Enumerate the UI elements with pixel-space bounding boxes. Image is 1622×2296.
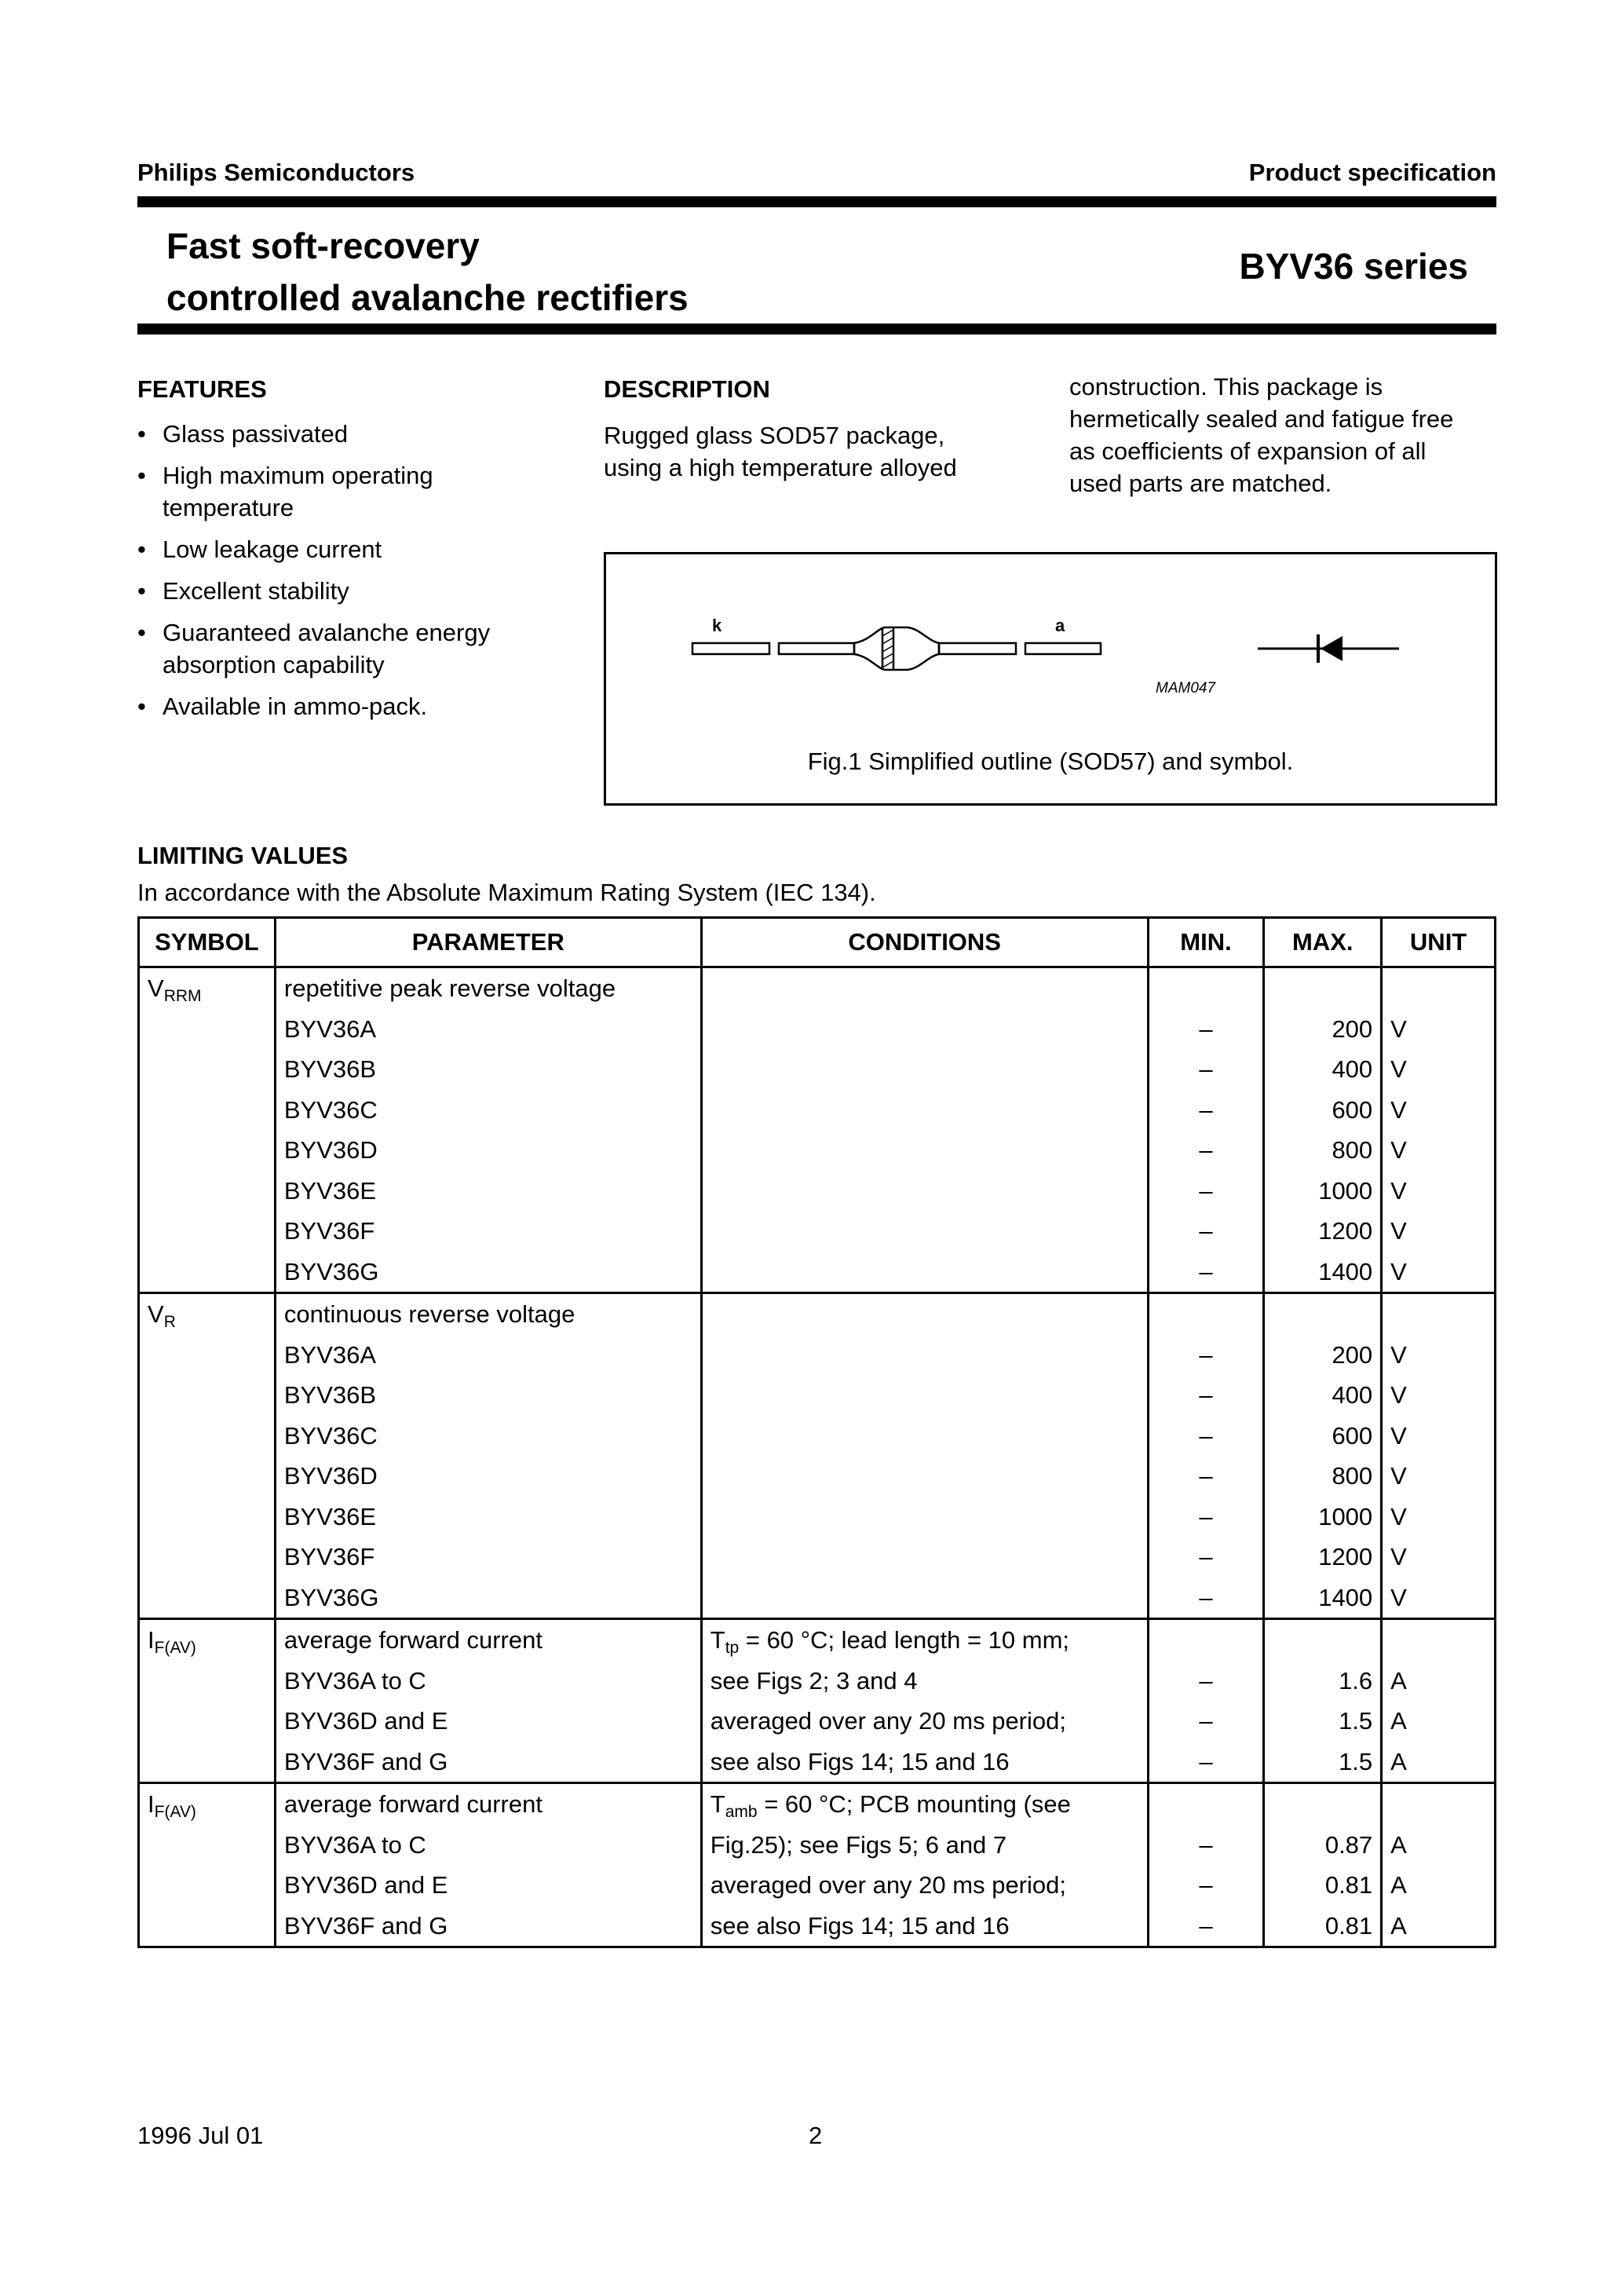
page-number: 2 <box>809 2122 823 2149</box>
table-row <box>139 1619 1496 1661</box>
table-row: BYV36E – 1000 V <box>139 1171 1496 1212</box>
table-row: BYV36A – 200 V <box>139 1335 1496 1376</box>
parameter-cell: average forward current <box>275 1619 701 1661</box>
figure-caption: Fig.1 Simplified outline (SOD57) and symbol. <box>807 748 1294 775</box>
table-row: BYV36B – 400 V <box>139 1375 1496 1416</box>
feature-item: • High maximum operating temperature <box>137 462 433 521</box>
feature-item: • Low leakage current <box>137 536 382 563</box>
company-name: Philips Semiconductors <box>137 159 415 186</box>
figure-code: MAM047 <box>1156 680 1216 696</box>
feature-item: • Available in ammo-pack. <box>137 693 428 720</box>
page-title <box>166 220 689 324</box>
description-col2: construction. This package is hermetically sealed and fatigue free as coefficients of expansion of all used parts are matched. <box>1069 373 1454 497</box>
table-row <box>139 967 1496 1009</box>
table-row: BYV36D – 800 V <box>139 1456 1496 1497</box>
col-header-conditions: CONDITIONS <box>701 918 1148 967</box>
series-name: BYV36 series <box>1239 246 1468 287</box>
symbol-cell: $I_{F(AV)}$ <box>139 1619 276 1783</box>
document-type: Product specification <box>1248 159 1496 186</box>
features-list <box>137 418 561 732</box>
table-row: BYV36D – 800 V <box>139 1130 1496 1171</box>
limiting-values-heading: LIMITING VALUES <box>137 842 349 869</box>
table-row: BYV36F – 1200 V <box>139 1537 1496 1578</box>
table-row: BYV36F and G – 1.5 A <box>139 1742 1496 1783</box>
table-row: BYV36F – 1200 V <box>139 1211 1496 1252</box>
feature-item: • Excellent stability <box>137 577 349 605</box>
table-row: BYV36C – 600 V <box>139 1090 1496 1131</box>
table-row: BYV36G – 1400 V <box>139 1578 1496 1619</box>
header-rule <box>137 196 1496 207</box>
table-row: BYV36A to C – 1.6 A <box>139 1661 1496 1702</box>
cathode-label: k <box>712 616 722 635</box>
table-row: BYV36A to C – 0.87 A <box>139 1825 1496 1866</box>
title-rule <box>137 324 1496 335</box>
title-line-2: controlled avalanche rectifiers <box>166 277 689 318</box>
limiting-values-table <box>137 916 1496 1948</box>
parameter-cell: average forward current <box>275 1783 701 1825</box>
conditions-cell <box>701 967 1148 1293</box>
table-row: BYV36C – 600 V <box>139 1416 1496 1457</box>
symbol-cell: $V_{RRM}$ <box>139 967 276 1293</box>
description-heading: DESCRIPTION <box>604 375 770 403</box>
description-col1: Rugged glass SOD57 package, using a high temperature alloyed <box>604 422 957 481</box>
col-header-parameter: PARAMETER <box>275 918 701 967</box>
symbol-cell: $V_R$ <box>139 1293 276 1619</box>
col-header-unit: UNIT <box>1382 918 1496 967</box>
feature-item: • Glass passivated <box>137 420 349 448</box>
parameter-cell: continuous reverse voltage <box>275 1293 701 1335</box>
sod57-outline-drawing <box>606 554 1495 743</box>
table-row: BYV36B – 400 V <box>139 1049 1496 1090</box>
feature-item: • Guaranteed avalanche energy absorption capability <box>137 619 491 678</box>
table-row: BYV36D and E – 0.81 A <box>139 1865 1496 1906</box>
table-row: BYV36E – 1000 V <box>139 1497 1496 1537</box>
features-heading: FEATURES <box>137 375 267 403</box>
table-header-row <box>139 918 1496 967</box>
title-line-1: Fast soft-recovery <box>166 225 480 266</box>
limiting-values-subtitle: In accordance with the Absolute Maximum Rating System (IEC 134). <box>137 879 876 906</box>
diode-symbol-icon <box>1258 634 1399 663</box>
col-header-min: MIN. <box>1148 918 1264 967</box>
col-header-max: MAX. <box>1264 918 1382 967</box>
col-header-symbol: SYMBOL <box>139 918 276 967</box>
anode-label: a <box>1055 616 1065 635</box>
table-row <box>139 1783 1496 1825</box>
conditions-cell: $T_{tp} = 60$ °C; lead length = 10 mm; see Figs 2; 3 and 4 averaged over any 20 ms period; see also Figs 14; 15 and 16 <box>701 1619 1148 1783</box>
conditions-cell <box>701 1293 1148 1619</box>
table-row: BYV36G – 1400 V <box>139 1252 1496 1293</box>
table-row <box>139 1293 1496 1335</box>
symbol-cell: $I_{F(AV)}$ <box>139 1783 276 1947</box>
conditions-cell: $T_{amb} = 60$ °C; PCB mounting (see Fig.25); see Figs 5; 6 and 7 averaged over any 20 ms period; see also Figs 14; 15 and 16 <box>701 1783 1148 1947</box>
table-row: BYV36F and G – 0.81 A <box>139 1906 1496 1947</box>
table-row: BYV36D and E – 1.5 A <box>139 1701 1496 1742</box>
table-row: BYV36A – 200 V <box>139 1009 1496 1050</box>
parameter-cell: repetitive peak reverse voltage <box>275 967 701 1009</box>
footer-date: 1996 Jul 01 <box>137 2122 264 2149</box>
figure-1 <box>604 552 1497 806</box>
